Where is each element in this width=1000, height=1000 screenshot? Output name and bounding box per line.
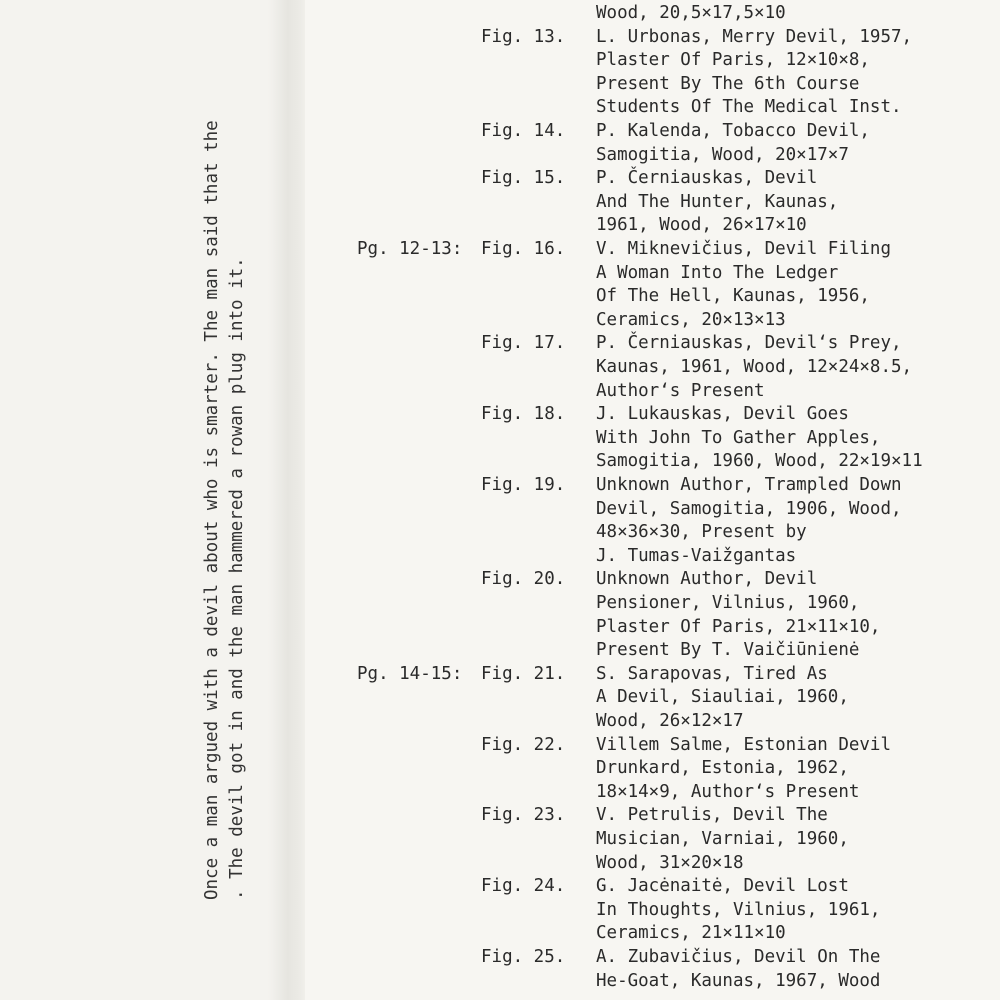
figure-description-line: A. Zubavičius, Devil On The (596, 947, 881, 967)
figure-description-line: With John To Gather Apples, (596, 427, 881, 448)
figure-description-line: J. Tumas-Vaižgantas (596, 545, 797, 566)
figure-description-line: Of The Hell, Kaunas, 1956, (596, 286, 870, 307)
figure-description-line: Musician, Varniai, 1960, (596, 829, 849, 849)
figure-description-line: Present By T. Vaičiūnienė (596, 640, 860, 661)
left-page-line-2: . The devil got in and the man hammered a rowan plug into it. (227, 257, 247, 900)
figure-description-line: G. Jacėnaitė, Devil Lost (596, 876, 849, 897)
figure-description-line: Ceramics, 21×11×10 (596, 923, 786, 944)
figure-description-line: Samogitia, 1960, Wood, 22×19×11 (596, 451, 923, 472)
page-ref: Pg. 14-15: (357, 663, 463, 684)
figure-number: Fig. 15. (481, 168, 566, 189)
figure-description-line: A Woman Into The Ledger (596, 262, 839, 283)
figure-number: Fig. 23. (481, 805, 566, 826)
figure-description-line: 48×36×30, Present by (596, 522, 807, 543)
figure-description-line: Pensioner, Vilnius, 1960, (596, 593, 860, 613)
figure-description-line: L. Urbonas, Merry Devil, 1957, (596, 26, 913, 47)
page-ref: Pg. 12-13: (357, 239, 463, 259)
figure-description-line: J. Lukauskas, Devil Goes (596, 404, 849, 425)
figure-number: Fig. 22. (481, 734, 566, 755)
figure-number: Fig. 18. (481, 404, 566, 425)
figure-description-line: Wood, 26×12×17 (596, 711, 744, 731)
figure-description-line: Samogitia, Wood, 20×17×7 (596, 144, 849, 165)
figure-number: Fig. 19. (481, 475, 566, 495)
figure-description-line: V. Miknevičius, Devil Filing (596, 239, 892, 259)
figure-description-line: Plaster Of Paris, 21×11×10, (596, 616, 881, 637)
figure-description-line: And The Hunter, Kaunas, (596, 191, 839, 212)
figure-description-line: V. Petrulis, Devil The (596, 805, 828, 826)
figure-number: Fig. 25. (481, 947, 566, 967)
figure-description-line: Students Of The Medical Inst. (596, 97, 902, 118)
figure-description-line: Devil, Samogitia, 1906, Wood, (596, 498, 902, 519)
figure-description-line: In Thoughts, Vilnius, 1961, (596, 899, 881, 920)
figure-description-line: A Devil, Siauliai, 1960, (596, 687, 849, 708)
figure-description-line: He-Goat, Kaunas, 1967, Wood (596, 970, 881, 991)
figure-number: Fig. 14. (481, 121, 566, 141)
figure-description-line: P. Černiauskas, Devil‘s Prey, (596, 333, 902, 354)
figure-description-line: Villem Salme, Estonian Devil (596, 734, 892, 755)
figure-number: Fig. 16. (481, 239, 566, 259)
figure-description-line: Present By The 6th Course (596, 73, 860, 94)
figure-description-line: Drunkard, Estonia, 1962, (596, 758, 849, 779)
figure-description-line: 1961, Wood, 26×17×10 (596, 215, 807, 236)
figure-description-line: 18×14×9, Author‘s Present (596, 781, 860, 802)
figure-description-line: Wood, 31×20×18 (596, 852, 744, 873)
figure-description-line: Author‘s Present (596, 380, 765, 401)
figure-description-line: Unknown Author, Trampled Down (596, 475, 902, 495)
figure-description-line: Kaunas, 1961, Wood, 12×24×8.5, (596, 357, 913, 377)
figure-description-line: Unknown Author, Devil (596, 569, 818, 590)
left-page-line-1: Once a man argued with a devil about who is smarter. The man said that the (202, 120, 222, 900)
figure-description-line: P. Černiauskas, Devil (596, 168, 818, 189)
figure-number: Fig. 17. (481, 333, 566, 354)
figure-description-line: Wood, 20,5×17,5×10 (596, 3, 786, 23)
figure-number: Fig. 21. (481, 663, 566, 684)
figure-number: Fig. 24. (481, 876, 566, 897)
figure-description-line: P. Kalenda, Tobacco Devil, (596, 121, 870, 141)
figure-number: Fig. 20. (481, 569, 566, 590)
figure-description-line: S. Sarapovas, Tired As (596, 663, 828, 684)
figure-description-line: Ceramics, 20×13×13 (596, 309, 786, 330)
figure-number: Fig. 13. (481, 26, 566, 47)
figure-description-line: Plaster Of Paris, 12×10×8, (596, 50, 870, 71)
